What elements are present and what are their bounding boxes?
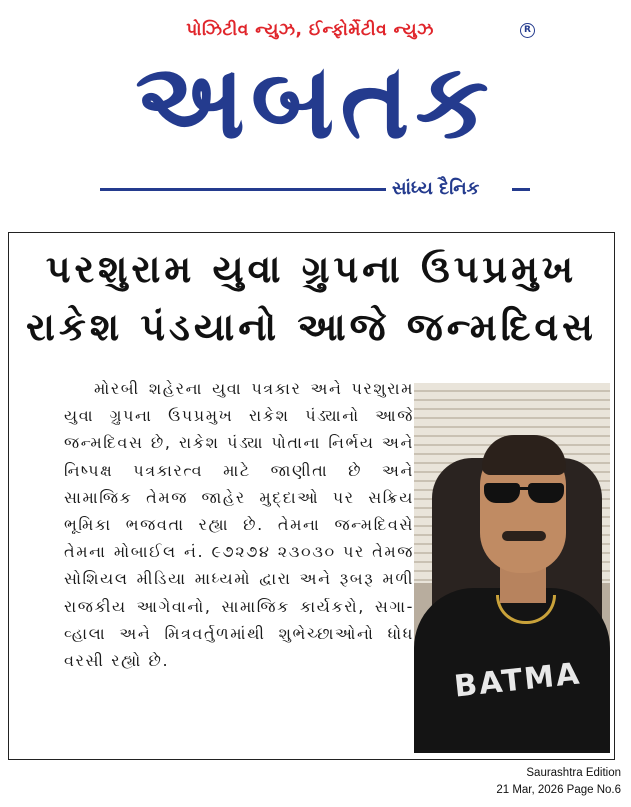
logo-underline: [100, 188, 386, 191]
newspaper-logo: અબતક: [135, 40, 495, 162]
photo-hair: [482, 435, 566, 475]
masthead-tagline: પોઝિટીવ ન્યુઝ, ઈન્ફોર્મેટીવ ન્યુઝ: [186, 20, 434, 40]
sunglasses-icon: [484, 483, 566, 505]
article-body: મોરબી શહેરના યુવા પત્રકાર અને પરશુરામ યુવા ગ્રુપના ઉપપ્રમુખ રાકેશ પંડ્યાનો આજે જન્મદિવસ છે, રાકેશ પંડ્યા પોતાના નિર્ભય અને નિષ્પક્ષ પત્રકારત્વ માટે જાણીતા છે અને સામાજિક તેમજ જાહેર મુદ્દાઓ પર સક્રિય ભૂમિકા ભજવતા રહ્યા છે. તેમના જન્મદિવસે તેમના મોબાઈલ નં. ૯૭૨૭૪ ૨૩૦૩૦ પર તેમજ સોશિયલ મીડિયા માધ્યમો દ્વારા અને રૂબરૂ મળી રાજકીય આગેવાનો, સામાજિક કાર્યકરો, સગા-વ્હાલા અને મિત્રવર્તુળમાંથી શુભેચ્છાઓનો ધોધ વરસી રહ્યો છે.: [64, 379, 414, 671]
edition-name: Saurashtra Edition: [526, 767, 621, 779]
photo-shirt-print: BATMA: [452, 656, 583, 705]
logo-underline-end: [512, 188, 530, 191]
article-headline-line-1: પરશુરામ યુવા ગ્રુપના ઉપપ્રમુખ: [45, 247, 578, 291]
article-clipping: [8, 232, 615, 760]
edition-info: [496, 765, 621, 799]
masthead: [0, 0, 631, 215]
masthead-subtitle: સાંધ્ય દૈનિક: [392, 178, 480, 199]
registered-trademark-icon: R: [520, 23, 535, 38]
article-headline-line-2: રાકેશ પંડયાનો આજે જન્મદિવસ: [26, 305, 597, 349]
article-photo: [414, 383, 610, 753]
photo-moustache: [502, 531, 546, 541]
edition-date-page: 21 Mar, 2026 Page No.6: [496, 784, 621, 796]
